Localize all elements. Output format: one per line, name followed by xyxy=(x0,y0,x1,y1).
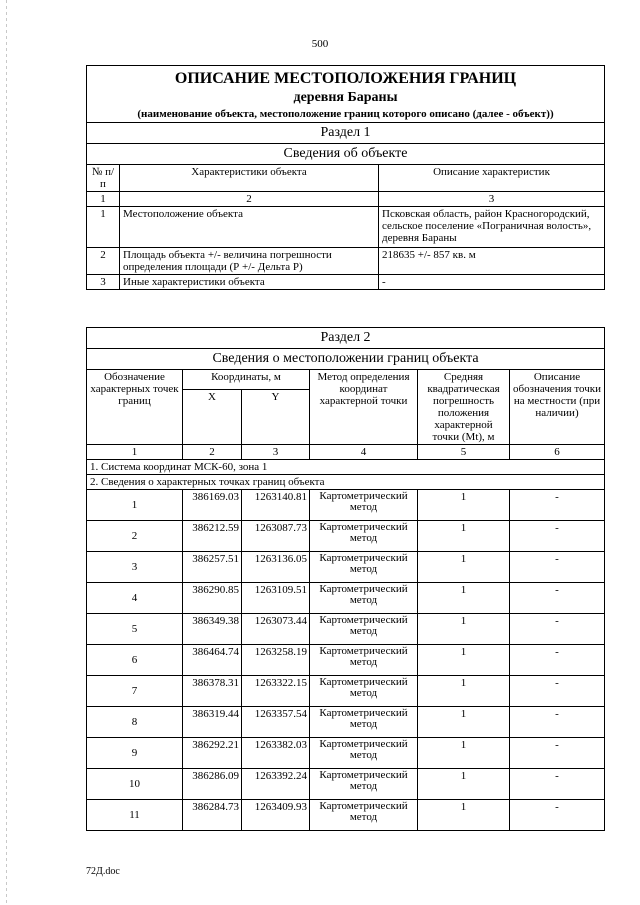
table-row xyxy=(87,645,605,676)
method-cell: Картометрический метод xyxy=(310,583,418,614)
point-number: 7 xyxy=(87,676,183,707)
method-cell: Картометрический метод xyxy=(310,676,418,707)
coord-y: 1263109.51 xyxy=(242,583,310,614)
description-cell: - xyxy=(510,800,605,831)
mt-cell: 1 xyxy=(418,676,510,707)
coord-x: 386169.03 xyxy=(183,490,242,521)
coord-x: 386286.09 xyxy=(183,769,242,800)
document-header xyxy=(87,66,605,123)
method-cell: Картометрический метод xyxy=(310,490,418,521)
column-number: 3 xyxy=(242,445,310,460)
coordinate-system-row: 1. Система координат МСК-60, зона 1 xyxy=(87,460,605,475)
description-cell: - xyxy=(510,676,605,707)
coord-y: 1263136.05 xyxy=(242,552,310,583)
description-cell: - xyxy=(510,769,605,800)
column-number: 3 xyxy=(379,192,605,207)
header-mt: Средняя квадратическая погрешность положения характерной точки (Mt), м xyxy=(418,370,510,445)
header-point: Обозначение характерных точек границ xyxy=(87,370,183,445)
mt-cell: 1 xyxy=(418,521,510,552)
method-cell: Картометрический метод xyxy=(310,552,418,583)
column-header: № п/п xyxy=(87,165,120,192)
document-note: (наименование объекта, местоположение границ которого описано (далее - объект)) xyxy=(137,108,554,120)
description-cell: - xyxy=(510,521,605,552)
method-cell: Картометрический метод xyxy=(310,738,418,769)
column-header: Описание характеристик xyxy=(379,165,605,192)
coord-x: 386290.85 xyxy=(183,583,242,614)
header-method: Метод определения координат характерной точки xyxy=(310,370,418,445)
point-number: 8 xyxy=(87,707,183,738)
table-row xyxy=(87,769,605,800)
method-cell: Картометрический метод xyxy=(310,645,418,676)
table-row xyxy=(87,490,605,521)
coord-x: 386284.73 xyxy=(183,800,242,831)
mt-cell: 1 xyxy=(418,552,510,583)
table-row: 2 Площадь объекта +/- величина погрешности определения площади (Р +/- Дельта Р) 218635 +/- 857 кв. м xyxy=(87,248,605,275)
object-description-table xyxy=(86,65,605,290)
header-y: Y xyxy=(242,390,310,445)
method-cell: Картометрический метод xyxy=(310,614,418,645)
table-row: 1 Местоположение объекта Псковская область, район Красногородский, сельское поселение «Пограничная волость», деревня Бараны xyxy=(87,207,605,248)
mt-cell: 1 xyxy=(418,707,510,738)
method-cell: Картометрический метод xyxy=(310,769,418,800)
description-cell: - xyxy=(510,583,605,614)
section1-title: Сведения об объекте xyxy=(87,144,605,165)
mt-cell: 1 xyxy=(418,800,510,831)
document-title: ОПИСАНИЕ МЕСТОПОЛОЖЕНИЯ ГРАНИЦ xyxy=(174,70,517,87)
method-cell: Картометрический метод xyxy=(310,707,418,738)
document-subtitle: деревня Бараны xyxy=(293,90,398,105)
coord-y: 1263392.24 xyxy=(242,769,310,800)
coord-y: 1263322.15 xyxy=(242,676,310,707)
column-number: 6 xyxy=(510,445,605,460)
table-row: 3 Иные характеристики объекта - xyxy=(87,275,605,290)
file-name: 72Д.doc xyxy=(86,866,120,877)
column-header: Характеристики объекта xyxy=(120,165,379,192)
table-row xyxy=(87,707,605,738)
header-x: X xyxy=(183,390,242,445)
coord-y: 1263382.03 xyxy=(242,738,310,769)
point-number: 1 xyxy=(87,490,183,521)
point-number: 3 xyxy=(87,552,183,583)
table-row xyxy=(87,738,605,769)
coord-y: 1263409.93 xyxy=(242,800,310,831)
coord-x: 386212.59 xyxy=(183,521,242,552)
column-number: 2 xyxy=(183,445,242,460)
boundary-points-table xyxy=(86,327,605,831)
coord-x: 386378.31 xyxy=(183,676,242,707)
table-row xyxy=(87,614,605,645)
description-cell: - xyxy=(510,614,605,645)
description-cell: - xyxy=(510,552,605,583)
column-number: 5 xyxy=(418,445,510,460)
mt-cell: 1 xyxy=(418,769,510,800)
mt-cell: 1 xyxy=(418,583,510,614)
coord-y: 1263258.19 xyxy=(242,645,310,676)
coord-y: 1263140.81 xyxy=(242,490,310,521)
mt-cell: 1 xyxy=(418,614,510,645)
coord-y: 1263087.73 xyxy=(242,521,310,552)
table-row xyxy=(87,552,605,583)
point-number: 5 xyxy=(87,614,183,645)
coord-y: 1263357.54 xyxy=(242,707,310,738)
column-number: 1 xyxy=(87,192,120,207)
coord-x: 386257.51 xyxy=(183,552,242,583)
section2-label: Раздел 2 xyxy=(87,328,605,349)
column-number: 2 xyxy=(120,192,379,207)
point-number: 9 xyxy=(87,738,183,769)
description-cell: - xyxy=(510,707,605,738)
coord-x: 386292.21 xyxy=(183,738,242,769)
description-cell: - xyxy=(510,645,605,676)
section1-label: Раздел 1 xyxy=(87,123,605,144)
column-number: 1 xyxy=(87,445,183,460)
points-caption-row: 2. Сведения о характерных точках границ объекта xyxy=(87,475,605,490)
table-row xyxy=(87,583,605,614)
points-body xyxy=(87,490,605,831)
table-row xyxy=(87,800,605,831)
description-cell: - xyxy=(510,738,605,769)
description-cell: - xyxy=(510,490,605,521)
page-number: 500 xyxy=(311,38,329,50)
coord-x: 386319.44 xyxy=(183,707,242,738)
header-coords: Координаты, м xyxy=(183,370,310,390)
point-number: 4 xyxy=(87,583,183,614)
mt-cell: 1 xyxy=(418,738,510,769)
point-number: 6 xyxy=(87,645,183,676)
coord-x: 386464.74 xyxy=(183,645,242,676)
point-number: 10 xyxy=(87,769,183,800)
method-cell: Картометрический метод xyxy=(310,521,418,552)
scan-margin-line xyxy=(6,0,7,905)
method-cell: Картометрический метод xyxy=(310,800,418,831)
column-number: 4 xyxy=(310,445,418,460)
header-desc: Описание обозначения точки на местности (при наличии) xyxy=(510,370,605,445)
section2-title: Сведения о местоположении границ объекта xyxy=(87,349,605,370)
coord-x: 386349.38 xyxy=(183,614,242,645)
mt-cell: 1 xyxy=(418,645,510,676)
table-row xyxy=(87,676,605,707)
mt-cell: 1 xyxy=(418,490,510,521)
point-number: 2 xyxy=(87,521,183,552)
table-row xyxy=(87,521,605,552)
coord-y: 1263073.44 xyxy=(242,614,310,645)
point-number: 11 xyxy=(87,800,183,831)
